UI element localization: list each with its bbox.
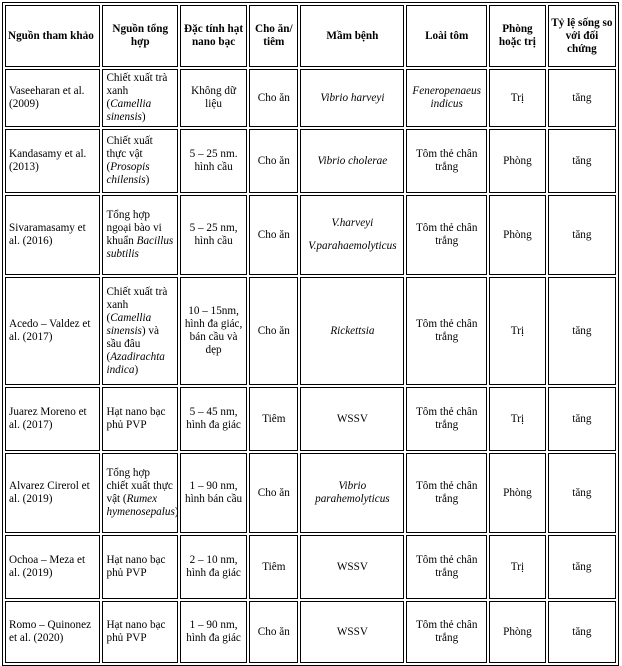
- species-name: Bacillus subtilis: [106, 235, 174, 260]
- pathogen-cell: [300, 453, 404, 533]
- table-row: [5, 535, 616, 599]
- characteristics-cell: 5 – 25 nm, hình cầu: [180, 195, 247, 275]
- use-cell: Phòng: [489, 129, 546, 193]
- survival-cell: tăng: [548, 535, 616, 599]
- reference-cell: Romo – Quinonez et al. (2020): [5, 601, 100, 663]
- species-cell: Feneropenaeus indicus: [406, 69, 487, 127]
- species-cell: Tôm thẻ chân trắng: [406, 387, 487, 451]
- synthesis-text: Tổng hợp chiết xuất thực vật (: [106, 467, 173, 505]
- species-cell: Tôm thẻ chân trắng: [406, 453, 487, 533]
- use-cell: Phòng: [489, 453, 546, 533]
- pathogen-name: Rickettsia: [330, 324, 375, 337]
- route-cell: Cho ăn: [249, 277, 298, 385]
- pathogen-name: Vibrio cholerae: [317, 154, 388, 167]
- reference-cell: Kandasamy et al. (2013): [5, 129, 100, 193]
- pathogen-name: Vibrio parahemolyticus: [315, 480, 390, 505]
- synthesis-text: Chiết xuất trà xanh (: [106, 72, 168, 110]
- characteristics-cell: 5 – 25 nm. hình cầu: [180, 129, 247, 193]
- survival-cell: tăng: [548, 69, 616, 127]
- route-cell: Tiêm: [249, 387, 298, 451]
- survival-cell: tăng: [548, 387, 616, 451]
- characteristics-cell: Không dữ liệu: [180, 69, 247, 127]
- synthesis-cell: [102, 535, 178, 599]
- route-cell: Cho ăn: [249, 69, 298, 127]
- species-name: Prosopis chilensis: [106, 161, 150, 186]
- species-cell: Tôm thẻ chân trắng: [406, 277, 487, 385]
- pathogen-cell: [300, 601, 404, 663]
- pathogen-cell: [300, 69, 404, 127]
- pathogen-name: WSSV: [336, 412, 368, 425]
- survival-cell: tăng: [548, 129, 616, 193]
- synthesis-cell: [102, 277, 178, 385]
- pathogen-name: V.parahaemolyticus: [308, 240, 397, 252]
- characteristics-cell: 5 – 45 nm, hình đa giác: [180, 387, 247, 451]
- species-cell: Tôm thẻ chân trắng: [406, 195, 487, 275]
- synthesis-cell: [102, 69, 178, 127]
- reference-cell: Acedo – Valdez et al. (2017): [5, 277, 100, 385]
- synthesis-text: ): [174, 506, 179, 518]
- use-cell: Trị: [489, 69, 546, 127]
- table-row: [5, 453, 616, 533]
- reference-cell: Alvarez Cirerol et al. (2019): [5, 453, 100, 533]
- header-survival: Tỷ lệ sống so với đối chứng: [548, 5, 616, 67]
- table-row: [5, 387, 616, 451]
- synthesis-text: ): [134, 363, 139, 376]
- pathogen-name: Vibrio harveyi: [320, 91, 385, 104]
- species-name: Camellia sinensis: [106, 311, 152, 337]
- characteristics-cell: 1 – 90 nm, hình đa giác: [180, 601, 247, 663]
- survival-cell: tăng: [548, 195, 616, 275]
- table-row: [5, 69, 616, 127]
- species-cell: Tôm thẻ chân trắng: [406, 129, 487, 193]
- route-cell: Cho ăn: [249, 129, 298, 193]
- synthesis-text: Chiết xuất thực vật (: [106, 135, 153, 173]
- synthesis-text: Chiết xuất trà xanh (: [106, 285, 168, 324]
- synthesis-text: ): [145, 174, 150, 186]
- pathogen-name: WSSV: [336, 560, 368, 573]
- use-cell: Trị: [489, 387, 546, 451]
- synthesis-text: ): [141, 111, 146, 123]
- use-cell: Phòng: [489, 601, 546, 663]
- route-cell: Cho ăn: [249, 453, 298, 533]
- pathogen-name: WSSV: [336, 625, 368, 638]
- route-cell: Cho ăn: [249, 195, 298, 275]
- header-species: Loài tôm: [406, 5, 487, 67]
- table-row: [5, 601, 616, 663]
- synthesis-text: Hạt nano bạc phủ PVP: [106, 406, 166, 431]
- survival-cell: tăng: [548, 277, 616, 385]
- species-name: Camellia sinensis: [106, 98, 152, 123]
- synthesis-cell: [102, 387, 178, 451]
- header-characteristics: Đặc tính hạt nano bạc: [180, 5, 247, 67]
- pathogen-cell: [300, 277, 404, 385]
- reference-cell: Vaseeharan et al. (2009): [5, 69, 100, 127]
- pathogen-cell: [300, 535, 404, 599]
- survival-cell: tăng: [548, 453, 616, 533]
- synthesis-cell: [102, 129, 178, 193]
- species-name: Rumex hymenosepalus: [106, 493, 175, 518]
- header-reference: Nguồn tham khảo: [5, 5, 100, 67]
- header-pathogen: Mầm bệnh: [300, 5, 404, 67]
- pathogen-cell: [300, 195, 404, 275]
- characteristics-cell: 10 – 15nm, hình đa giác, bán cầu và dẹp: [180, 277, 247, 385]
- silver-nanoparticle-table: [2, 2, 619, 666]
- pathogen-cell: [300, 387, 404, 451]
- pathogen-cell: [300, 129, 404, 193]
- use-cell: Trị: [489, 535, 546, 599]
- characteristics-cell: 1 – 90 nm, hình bán cầu: [180, 453, 247, 533]
- survival-cell: tăng: [548, 601, 616, 663]
- header-route: Cho ăn/ tiêm: [249, 5, 298, 67]
- pathogen-name: V.harveyi: [331, 217, 374, 229]
- header-row: [5, 5, 616, 67]
- synthesis-text: Hạt nano bạc phủ PVP: [106, 619, 166, 644]
- characteristics-cell: 2 – 10 nm, hình đa giác: [180, 535, 247, 599]
- reference-cell: Sivaramasamy et al. (2016): [5, 195, 100, 275]
- synthesis-text: Hạt nano bạc phủ PVP: [106, 554, 166, 579]
- route-cell: Cho ăn: [249, 601, 298, 663]
- species-cell: Tôm thẻ chân trắng: [406, 535, 487, 599]
- species-cell: Tôm thẻ chân trắng: [406, 601, 487, 663]
- table-row: [5, 195, 616, 275]
- synthesis-cell: [102, 601, 178, 663]
- synthesis-cell: [102, 453, 178, 533]
- header-synthesis: Nguồn tổng hợp: [102, 5, 178, 67]
- table-row: [5, 277, 616, 385]
- reference-cell: Juarez Moreno et al. (2017): [5, 387, 100, 451]
- synthesis-cell: [102, 195, 178, 275]
- header-use: Phòng hoặc trị: [489, 5, 546, 67]
- species-name: Azadirachta indica: [106, 350, 165, 376]
- use-cell: Trị: [489, 277, 546, 385]
- table-row: [5, 129, 616, 193]
- synthesis-text: ) và sầu đâu (: [106, 324, 159, 363]
- reference-cell: Ochoa – Meza et al. (2019): [5, 535, 100, 599]
- use-cell: Phòng: [489, 195, 546, 275]
- synthesis-text: Tổng hợp ngoại bào vi khuẩn: [106, 209, 162, 247]
- route-cell: Tiêm: [249, 535, 298, 599]
